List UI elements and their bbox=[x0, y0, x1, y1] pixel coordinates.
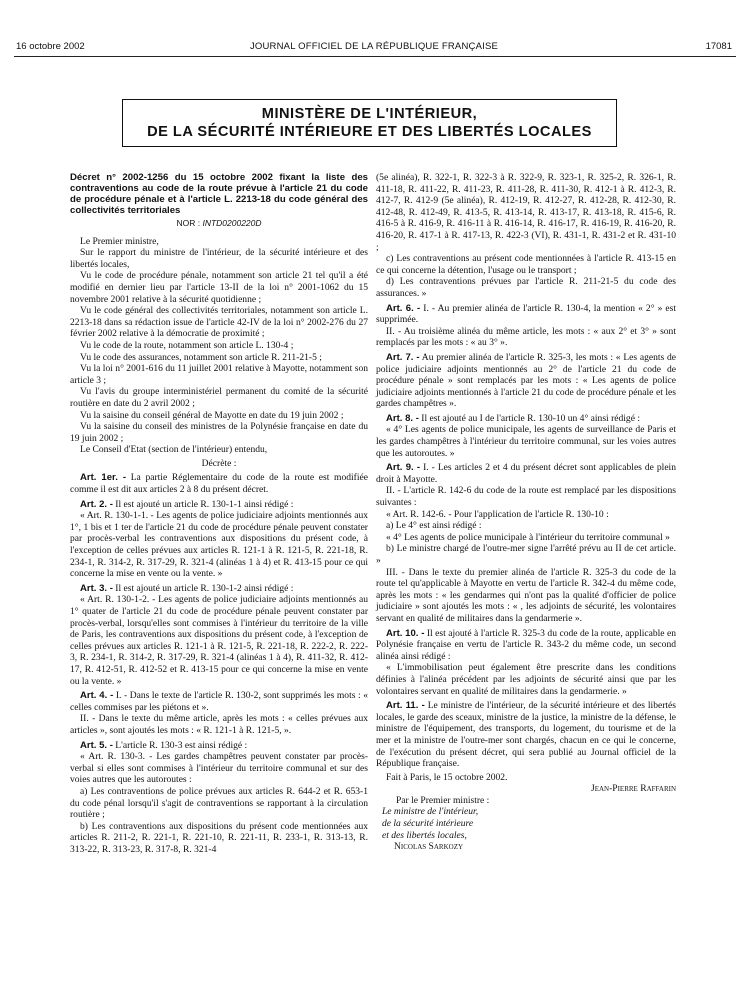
article-subparagraph bbox=[70, 786, 368, 821]
article-text: III. - Dans le texte du premier alinéa de l'article R. 325-3 du code de la route tel qu'applicable à Mayotte en vertu de l'article R. 342-4 du même code, après les mots : « les gendarmes qui n'ont pas la qualité d'officier de police judiciaire » sont ajoutés les mots : « , les adjoints de sécurité, les volontaires servant en qualité de militaires dans la gendarmerie ». bbox=[376, 566, 676, 624]
article-text: L'article R. 130-3 est ainsi rédigé : bbox=[112, 739, 248, 751]
article-text: « L'immobilisation peut également être prescrite dans les conditions définies à l'alinéa précédent par les adjoints de sécurité ainsi que par les volontaires servant en qualité de militaires dans la gendarmerie. » bbox=[376, 662, 676, 697]
article-text: b) Le ministre chargé de l'outre-mer signe l'arrêté prévu au II de cet article. » bbox=[376, 543, 676, 566]
article-text: Il est ajouté un article R. 130-1-2 ainsi rédigé : bbox=[112, 582, 294, 594]
decrete-heading: Décrète : bbox=[201, 457, 237, 469]
signature-block bbox=[376, 772, 676, 853]
article-subparagraph bbox=[376, 543, 676, 566]
article-subparagraph bbox=[70, 713, 368, 736]
article-label: Art. 6. - bbox=[386, 302, 421, 314]
visa-paragraph: Sur le rapport du ministre de l'intérieur, de la sécurité intérieure et des libertés locales, bbox=[70, 247, 368, 270]
ministry-line-1: MINISTÈRE DE L'INTÉRIEUR, bbox=[261, 106, 478, 122]
article-subparagraph bbox=[376, 326, 676, 349]
pm-name: Jean-Pierre Raffarin bbox=[591, 783, 676, 795]
article-paragraph bbox=[70, 499, 368, 511]
continued-paragraph: c) Les contraventions au présent code mentionnées à l'article R. 413-15 en ce qui concerne la détention, l'usage ou le transport ; bbox=[376, 253, 676, 276]
article-text: « 4° Les agents de police municipale à l'intérieur du territoire communal » bbox=[386, 531, 670, 543]
visas-list bbox=[70, 236, 368, 456]
continued-text bbox=[376, 172, 676, 300]
minister-name: Nicolas Sarkozy bbox=[394, 841, 464, 853]
article-text: Il est ajouté un article R. 130-1-1 ainsi rédigé : bbox=[112, 498, 294, 510]
visa-paragraph: Vu le code de la route, notamment son article L. 130-4 ; bbox=[80, 339, 294, 351]
article-text: a) Le 4° est ainsi rédigé : bbox=[386, 520, 482, 532]
article-paragraph bbox=[376, 700, 676, 770]
article-subparagraph bbox=[376, 567, 676, 625]
article-subparagraph bbox=[376, 532, 676, 544]
article-subparagraph bbox=[70, 510, 368, 580]
article-subparagraph bbox=[376, 520, 676, 532]
article-text: II. - L'article R. 142-6 du code de la route est remplacé par les dispositions suivantes : bbox=[376, 485, 676, 509]
visa-paragraph: Vu la saisine du conseil général de Mayotte en date du 19 juin 2002 ; bbox=[80, 409, 344, 421]
article-subparagraph bbox=[70, 594, 368, 687]
continued-paragraph: d) Les contraventions prévues par l'article R. 211-21-5 du code des assurances. » bbox=[376, 276, 676, 299]
article-text: Il est ajouté au I de l'article R. 130-10 un 4° ainsi rédigé : bbox=[418, 412, 640, 424]
visa-paragraph: Vu le code de procédure pénale, notamment son article 21 tel qu'il a été modifié en dernier lieu par l'article 13-II de la loi n° 2001-1062 du 15 novembre 2001 relative à la sécurité quotidienne ; bbox=[70, 270, 368, 305]
article-subparagraph bbox=[70, 821, 368, 856]
visa-paragraph: Vu le code général des collectivités territoriales, notamment son article L. 2213-18 dans sa rédaction issue de l'article 42-IV de la loi n° 2002-276 du 27 février 2002 relative à la démocratie de proximité ; bbox=[70, 305, 368, 340]
nor-reference: NOR : INTD0200220D bbox=[176, 218, 262, 228]
article-text: « Art. R. 130-1-1. - Les agents de police judiciaire adjoints mentionnés aux 1°, 1 bis et 1 ter de l'article 21 du code de procédure pénale peuvent constater par procès-verbal les contraventions aux dispositions du présent code, à l'exception de celles prévues aux articles R. 121-1 à R. 121-5, R. 221-18, R. 234-1, R. 314-2, R. 317-29, R. 321-4 (alinéas 1 à 4) et R. 413-15 pour ce qui concerne la mise en vente ou la vente. » bbox=[70, 510, 368, 580]
article-text: « Art. R. 130-1-2. - Les agents de police judiciaire adjoints mentionnés au 1° quater de l'article 21 du code de procédure pénale peuvent constater par procès-verbal, lorsqu'elles sont commises à l'intérieur du territoire de la ville de Paris, les contraventions aux dispositions du présent code, à l'exception de celles prévues aux articles R. 121-1 à R. 121-5, R. 221-18, R. 222-2, R. 222-3, R. 234-1, R. 314-2, R. 317-29, R. 321-4 (alinéas 1 à 4), R. 411-32, R. 412-17, R. 412-51, R. 412-52 et R. 413-15 pour ce qui concerne la mise en vente ou la vente. » bbox=[70, 594, 368, 687]
header-date: 16 octobre 2002 bbox=[16, 41, 85, 52]
article-label: Art. 3. - bbox=[80, 582, 113, 594]
article-label: Art. 7. - bbox=[386, 351, 420, 363]
article-paragraph bbox=[376, 413, 676, 425]
article-label: Art. 10. - bbox=[386, 627, 425, 639]
header-page-number: 17081 bbox=[705, 41, 732, 52]
article-paragraph bbox=[70, 583, 368, 595]
article-subparagraph bbox=[376, 662, 676, 697]
right-column bbox=[376, 172, 676, 853]
article-label: Art. 9. - bbox=[386, 462, 421, 474]
visa-paragraph: Vu le code des assurances, notamment son article R. 211-21-5 ; bbox=[80, 351, 322, 363]
article-text: Il est ajouté à l'article R. 325-3 du code de la route, applicable en Polynésie française en vertu de l'article R. 343-2 du même code, un second alinéa ainsi rédigé : bbox=[376, 627, 676, 662]
article-text: I. - Les articles 2 et 4 du présent décret sont applicables de plein droit à Mayotte. bbox=[376, 462, 676, 485]
place-date: Fait à Paris, le 15 octobre 2002. bbox=[386, 771, 508, 783]
article-label: Art. 5. - bbox=[80, 739, 113, 751]
header-rule bbox=[14, 56, 736, 57]
visa-paragraph: Le Conseil d'Etat (section de l'intérieur) entendu, bbox=[80, 444, 268, 456]
decree-title: Décret n° 2002-1256 du 15 octobre 2002 fixant la liste des contraventions au code de la route prévue à l'article 21 du code de procédure pénale et à l'article L. 2213-18 du code général des collectivités territoriales bbox=[70, 172, 368, 216]
article-text: La partie Réglementaire du code de la route est modifiée comme il est dit aux articles 2 à 8 du présent décret. bbox=[70, 472, 368, 496]
article-text: II. - Dans le texte du même article, après les mots : « celles prévues aux articles », sont ajoutés les mots : « R. 121-1 à R. 121-5, ». bbox=[70, 713, 368, 736]
article-paragraph bbox=[376, 628, 676, 663]
article-subparagraph bbox=[376, 424, 676, 459]
left-column bbox=[70, 172, 368, 855]
article-label: Art. 4. - bbox=[80, 690, 114, 702]
visa-paragraph: Le Premier ministre, bbox=[80, 235, 159, 247]
articles-right bbox=[376, 303, 676, 770]
article-text: « Art. R. 142-6. - Pour l'application de l'article R. 130-10 : bbox=[386, 508, 609, 520]
visa-paragraph: Vu la saisine du conseil des ministres de la Polynésie française en date du 19 juin 2002 ; bbox=[70, 421, 368, 444]
article-paragraph bbox=[70, 690, 368, 713]
article-text: b) Les contraventions aux dispositions du présent code mentionnées aux articles R. 211-2, R. 221-1, R. 221-10, R. 221-11, R. 233-1, R. 313-13, R. 313-22, R. 313-23, R. 317-8, R. 321-4 bbox=[70, 820, 368, 855]
visa-paragraph: Vu l'avis du groupe interministériel permanent du comité de la sécurité routière en date du 2 avril 2002 ; bbox=[70, 386, 368, 409]
article-paragraph bbox=[376, 303, 676, 326]
by-pm-label: Par le Premier ministre : bbox=[396, 794, 490, 806]
article-subparagraph bbox=[376, 485, 676, 508]
article-text: « Art. R. 130-3. - Les gardes champêtres peuvent constater par procès-verbal si elles sont commises à l'intérieur du territoire communal et sur des voies autres que les autoroutes : bbox=[70, 751, 368, 786]
article-text: « 4° Les agents de police municipale, les agents de surveillance de Paris et les gardes champêtres à l'intérieur du territoire communal, sur les voies autres que les autoroutes. » bbox=[376, 424, 676, 459]
article-text: Au premier alinéa de l'article R. 325-3, les mots : « Les agents de police judiciaire adjoints mentionnés au 2° de l'article 21 du code de procédure pénale » sont remplacés par les mots : « Les agents de police judiciaire adjoints mentionnés à l'article 21 du code de procédure pénale et les gardes champêtres ». bbox=[376, 351, 676, 410]
header-journal-title: JOURNAL OFFICIEL DE LA RÉPUBLIQUE FRANÇAISE bbox=[249, 41, 499, 52]
article-paragraph bbox=[70, 472, 368, 495]
article-subparagraph bbox=[376, 509, 676, 521]
article-paragraph bbox=[376, 352, 676, 410]
visa-paragraph: Vu la loi n° 2001-616 du 11 juillet 2001 relative à Mayotte, notamment son article 3 ; bbox=[70, 363, 368, 386]
minister-title-2: de la sécurité intérieure bbox=[382, 818, 474, 830]
article-label: Art. 11. - bbox=[386, 700, 425, 712]
minister-title-1: Le ministre de l'intérieur, bbox=[382, 806, 479, 818]
article-text: a) Les contraventions de police prévues aux articles R. 644-2 et R. 653-1 du code pénal lorsqu'il s'agit de contraventions se rapportant à la circulation routière ; bbox=[70, 785, 368, 821]
article-text: I. - Au premier alinéa de l'article R. 130-4, la mention « 2° » est supprimée. bbox=[376, 302, 677, 326]
minister-title-3: et des libertés locales, bbox=[382, 829, 467, 841]
articles-left bbox=[70, 472, 368, 855]
ministry-box bbox=[122, 99, 617, 147]
article-label: Art. 2. - bbox=[80, 498, 113, 510]
page-header bbox=[12, 41, 736, 54]
article-text: I. - Dans le texte de l'article R. 130-2, sont supprimés les mots : « celles commises par les piétons et ». bbox=[70, 690, 369, 713]
continued-paragraph: (5e alinéa), R. 322-1, R. 322-3 à R. 322-9, R. 323-1, R. 325-2, R. 326-1, R. 411-18, R. 411-22, R. 411-23, R. 411-28, R. 411-30, R. 412-1 à R. 412-3, R. 412-7, R. 412-9 (5e alinéa), R. 412-19, R. 412-27, R. 412-28, R. 412-30, R. 412-48, R. 412-49, R. 413-5, R. 413-14, R. 413-17, R. 413-18, R. 415-6, R. 416-5 à R. 416-9, R. 416-11 à R. 416-14, R. 416-17, R. 416-19, R. 416-20, R. 416-20, R. 417-1 à R. 417-13, R. 422-3 (VI), R. 431-1, R. 431-2 et R. 431-10 ; bbox=[376, 172, 676, 253]
article-label: Art. 8. - bbox=[386, 412, 419, 424]
article-subparagraph bbox=[70, 751, 368, 786]
article-paragraph bbox=[70, 740, 368, 752]
ministry-line-2: DE LA SÉCURITÉ INTÉRIEURE ET DES LIBERTÉS LOCALES bbox=[147, 124, 592, 140]
article-paragraph bbox=[376, 462, 676, 485]
article-text: II. - Au troisième alinéa du même article, les mots : « aux 2° et 3° » sont remplacés par les mots : « au 3° ». bbox=[376, 325, 676, 349]
article-label: Art. 1er. - bbox=[80, 472, 126, 484]
article-text: Le ministre de l'intérieur, de la sécurité intérieure et des libertés locales, le garde des sceaux, ministre de la justice, la ministre de la défense, le ministre de l'équipement, des transports, du logement, du tourisme et de la mer et la ministre de l'outre-mer sont chargés, chacun en ce qui le concerne, de l'exécution du présent décret, qui sera publié au Journal officiel de la République française. bbox=[376, 700, 676, 770]
